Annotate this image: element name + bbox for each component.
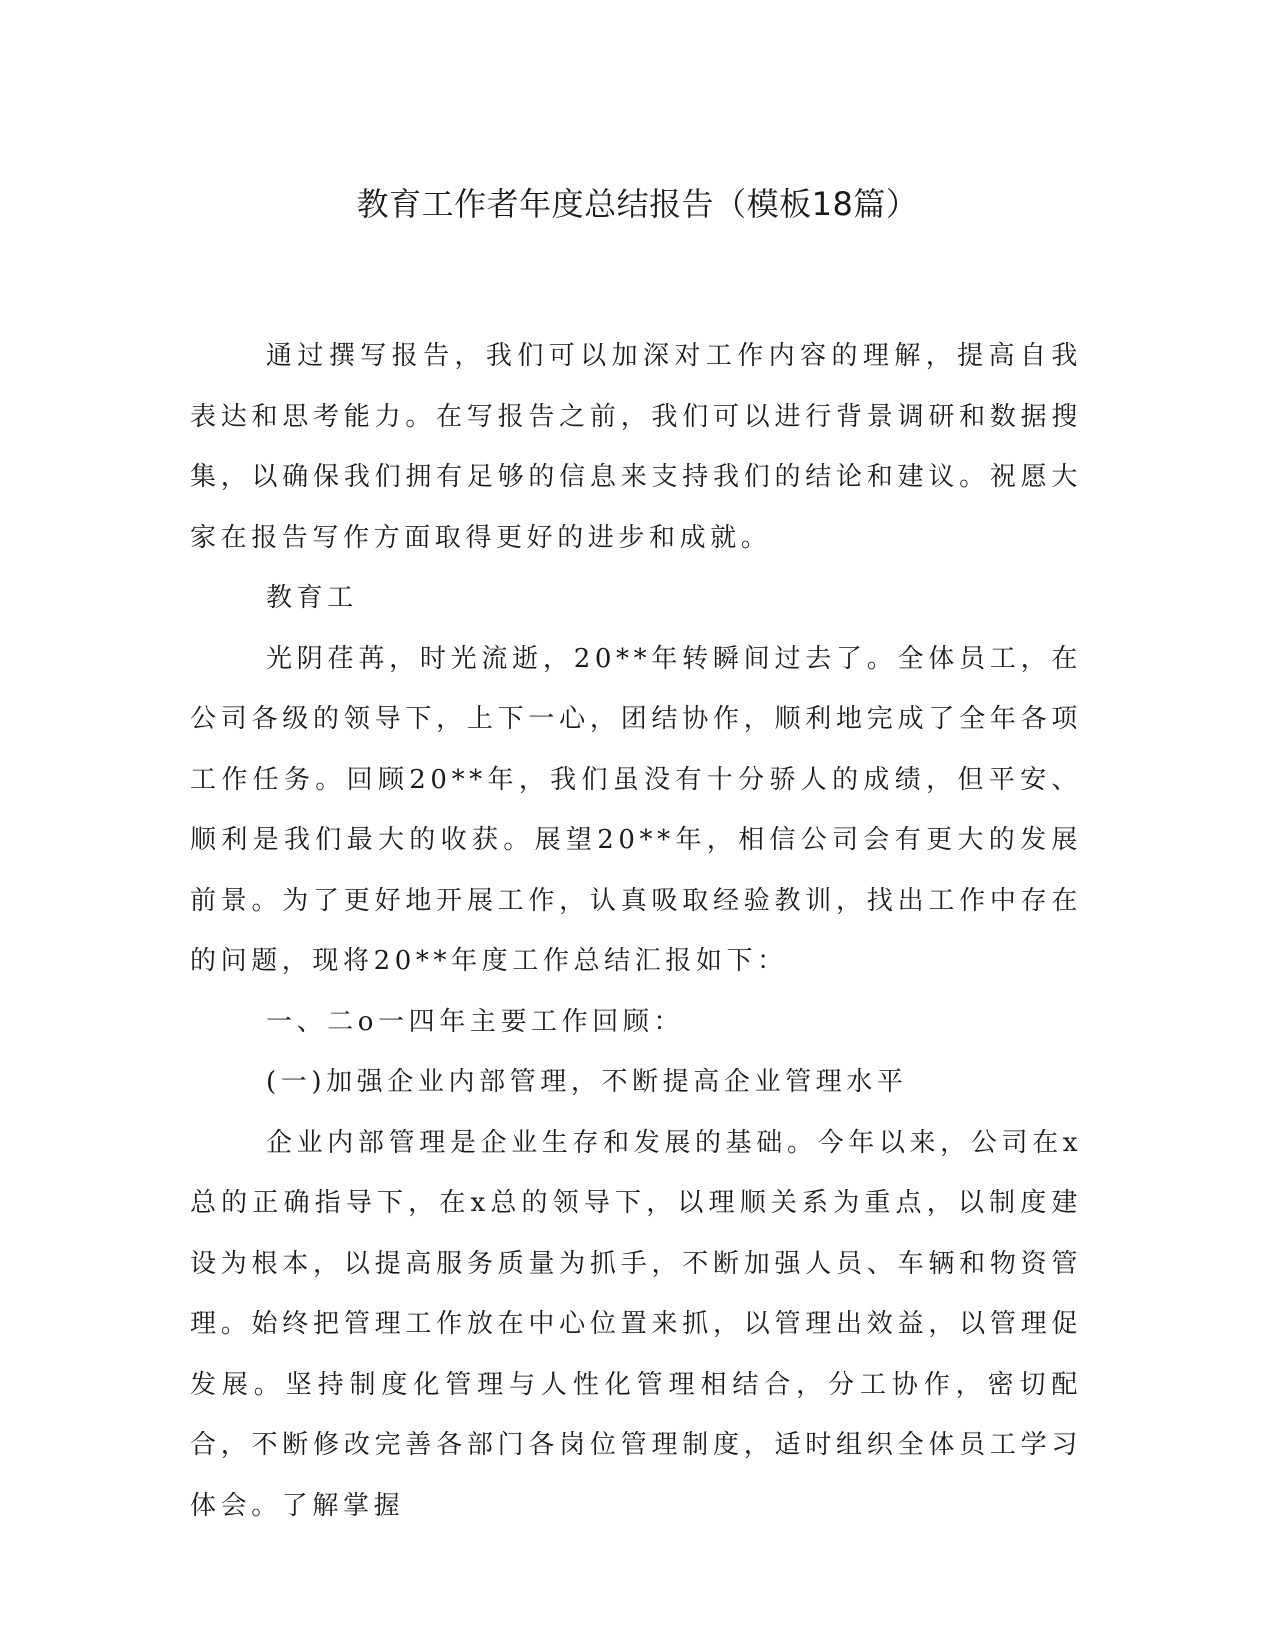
document-title: 教育工作者年度总结报告（模板18篇） [356,185,919,223]
management-paragraph: 企业内部管理是企业生存和发展的基础。今年以来，公司在x总的正确指导下，在x总的领导下，以理顺关系为重点，以制度建设为根本，以提高服务质量为抓手，不断加强人员、车辆和物资管理。始终把管理工作放在中心位置来抓，以管理出效益，以管理促发展。坚持制度化管理与人性化管理相结合，分工协作，密切配合，不断修改完善各部门各岗位管理制度，适时组织全体员工学习体会。了解掌握 [190,1127,1082,1521]
document-body [190,326,1082,1536]
section-heading: 一、二o一四年主要工作回顾： [266,1006,685,1037]
summary-paragraph: 光阴荏苒，时光流逝，20**年转瞬间过去了。全体员工，在公司各级的领导下，上下一心，团结协作，顺利地完成了全年各项工作任务。回顾20**年，我们虽没有十分骄人的成绩，但平安、顺利是我们最大的收获。展望20**年，相信公司会有更大的发展前景。为了更好地开展工作，认真吸取经验教训，找出工作中存在的问题，现将20**年度工作总结汇报如下： [190,643,1082,976]
section-label: 教育工 [266,583,358,613]
intro-paragraph: 通过撰写报告，我们可以加深对工作内容的理解，提高自我表达和思考能力。在写报告之前，我们可以进行背景调研和数据搜集，以确保我们拥有足够的信息来支持我们的结论和建议。祝愿大家在报告写作方面取得更好的进步和成就。 [190,341,1082,553]
subsection-heading: (一)加强企业内部管理，不断提高企业管理水平 [266,1067,908,1097]
